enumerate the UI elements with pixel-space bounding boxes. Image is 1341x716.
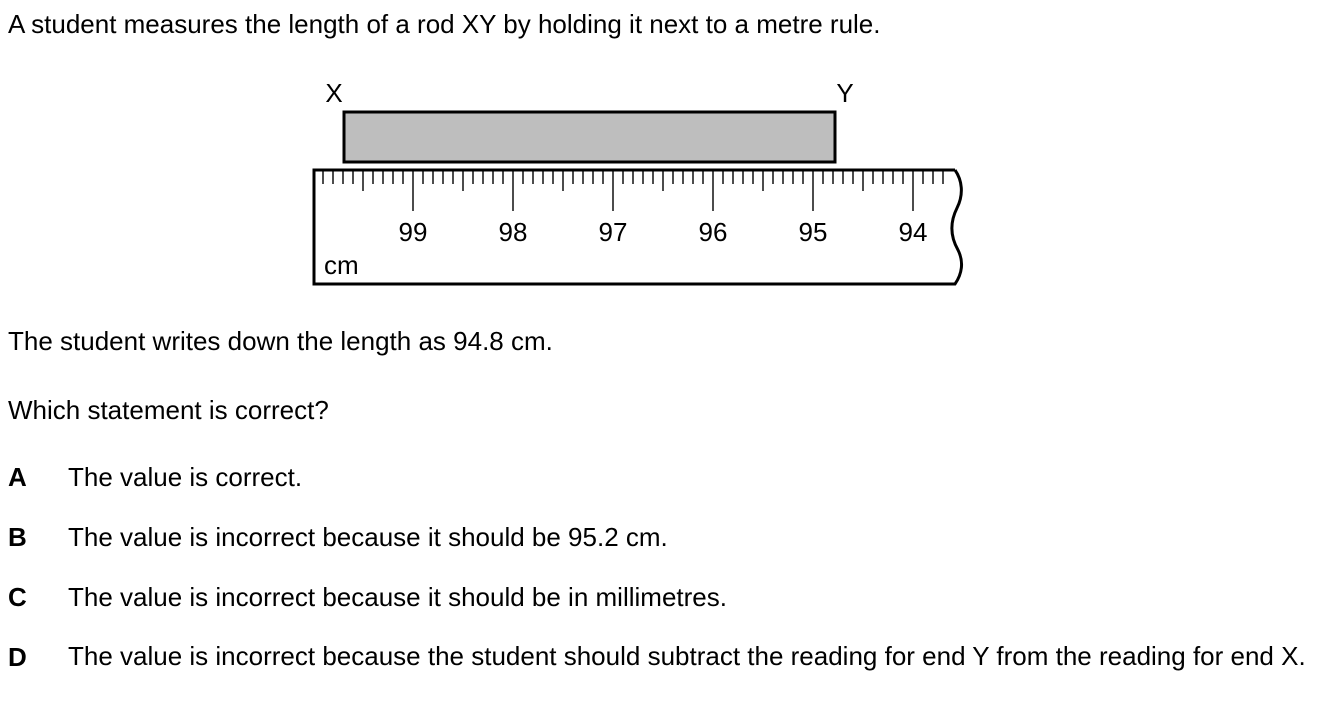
scale-label-95: 95 [798,217,828,247]
rod-and-ruler-diagram [0,0,1341,300]
scale-label-99: 99 [398,217,428,247]
option-b-text: The value is incorrect because it should be 95.2 cm. [68,522,668,552]
question-intro: A student measures the length of a rod XY by holding it next to a metre rule. [8,9,881,39]
scale-label-98: 98 [498,217,528,247]
question-prompt: Which statement is correct? [8,395,329,425]
rod-end-x-label: X [325,78,343,108]
option-a-text: The value is correct. [68,462,303,492]
rod-end-y-label: Y [836,78,854,108]
rod [344,112,835,162]
option-c-text: The value is incorrect because it should be in millimetres. [68,582,727,612]
option-d-letter: D [8,642,27,672]
student-statement: The student writes down the length as 94.8 cm. [8,326,553,356]
option-c-letter: C [8,582,27,612]
scale-label-96: 96 [698,217,728,247]
unit-label: cm [324,250,359,280]
option-d-text: The value is incorrect because the student should subtract the reading for end Y from the reading for end X. [68,641,1306,671]
scale-label-94: 94 [898,217,928,247]
option-b-letter: B [8,522,27,552]
scale-label-97: 97 [598,217,628,247]
option-a-letter: A [8,462,27,492]
